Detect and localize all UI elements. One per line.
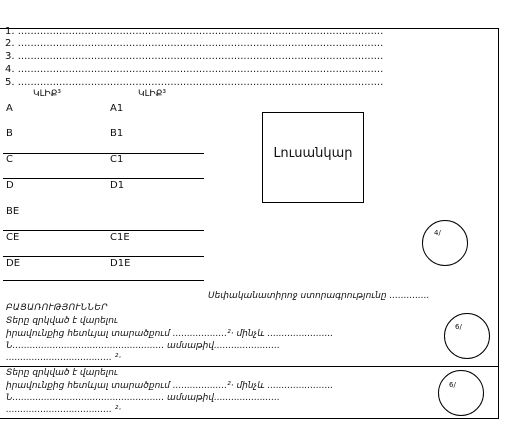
note2-line3: Ն..................................................... ամսաթիվ....................... [6, 393, 280, 403]
category-c1: C1 [110, 154, 124, 165]
stamp-circle-2-label: 6/ [455, 323, 462, 331]
category-b1: B1 [110, 128, 124, 139]
section-divider [0, 366, 499, 367]
category-ce: CE [6, 232, 20, 243]
table-rule-2 [3, 178, 204, 179]
owner-signature-line: Սեփականատիրոջ ստորագրությունը .............. [208, 291, 430, 301]
notes-title: ԲԱՑԱՌՈՒԹՅՈՒՆՆԵՐ [6, 303, 108, 313]
stamp-circle-2 [444, 313, 490, 359]
field-2: 2. ................................................................................................................... [5, 38, 384, 49]
category-c: C [6, 154, 13, 165]
note1-line4: ..................................... ²· [6, 353, 122, 363]
table-rule-4 [3, 256, 204, 257]
field-5: 5. ................................................................................................................... [5, 77, 384, 88]
stamp-circle-3 [438, 370, 484, 416]
table-rule-1 [3, 153, 204, 154]
photo-label: Լուսանկար [273, 146, 353, 161]
category-header-right: ԿԼԻՔ³ [138, 89, 167, 99]
category-c1e: C1E [110, 232, 130, 243]
bottom-border [0, 418, 499, 419]
category-d: D [6, 180, 14, 191]
category-header-left: ԿԼԻՔ³ [33, 89, 62, 99]
table-rule-3 [3, 230, 204, 231]
stamp-circle-3-label: 6/ [449, 381, 456, 389]
note1-line3: Ն..................................................... ամսաթիվ....................... [6, 341, 280, 351]
right-border [498, 28, 499, 419]
note1-line1: Տերը զրկված է վարելու [6, 316, 118, 326]
field-1: 1. ................................................................................................................... [5, 26, 384, 37]
table-rule-5 [3, 280, 204, 281]
note2-line2: իրավունքից հետևյալ տարածքում ...................²· մինչև ....................... [6, 381, 334, 391]
stamp-circle-1-label: 4/ [434, 229, 441, 237]
category-a1: A1 [110, 103, 124, 114]
category-d1: D1 [110, 180, 125, 191]
stamp-circle-1 [422, 220, 468, 266]
category-be: BE [6, 206, 20, 217]
field-4: 4. ................................................................................................................... [5, 64, 384, 75]
field-3: 3. ................................................................................................................... [5, 51, 384, 62]
category-a: A [6, 103, 13, 114]
category-d1e: D1E [110, 258, 131, 269]
note2-line1: Տերը զրկված է վարելու [6, 368, 118, 378]
note1-line2: իրավունքից հետևյալ տարածքում ...................²· մինչև ....................... [6, 329, 334, 339]
category-de: DE [6, 258, 21, 269]
note2-line4: ..................................... ²· [6, 405, 122, 415]
category-b: B [6, 128, 13, 139]
photo-box [262, 112, 364, 203]
